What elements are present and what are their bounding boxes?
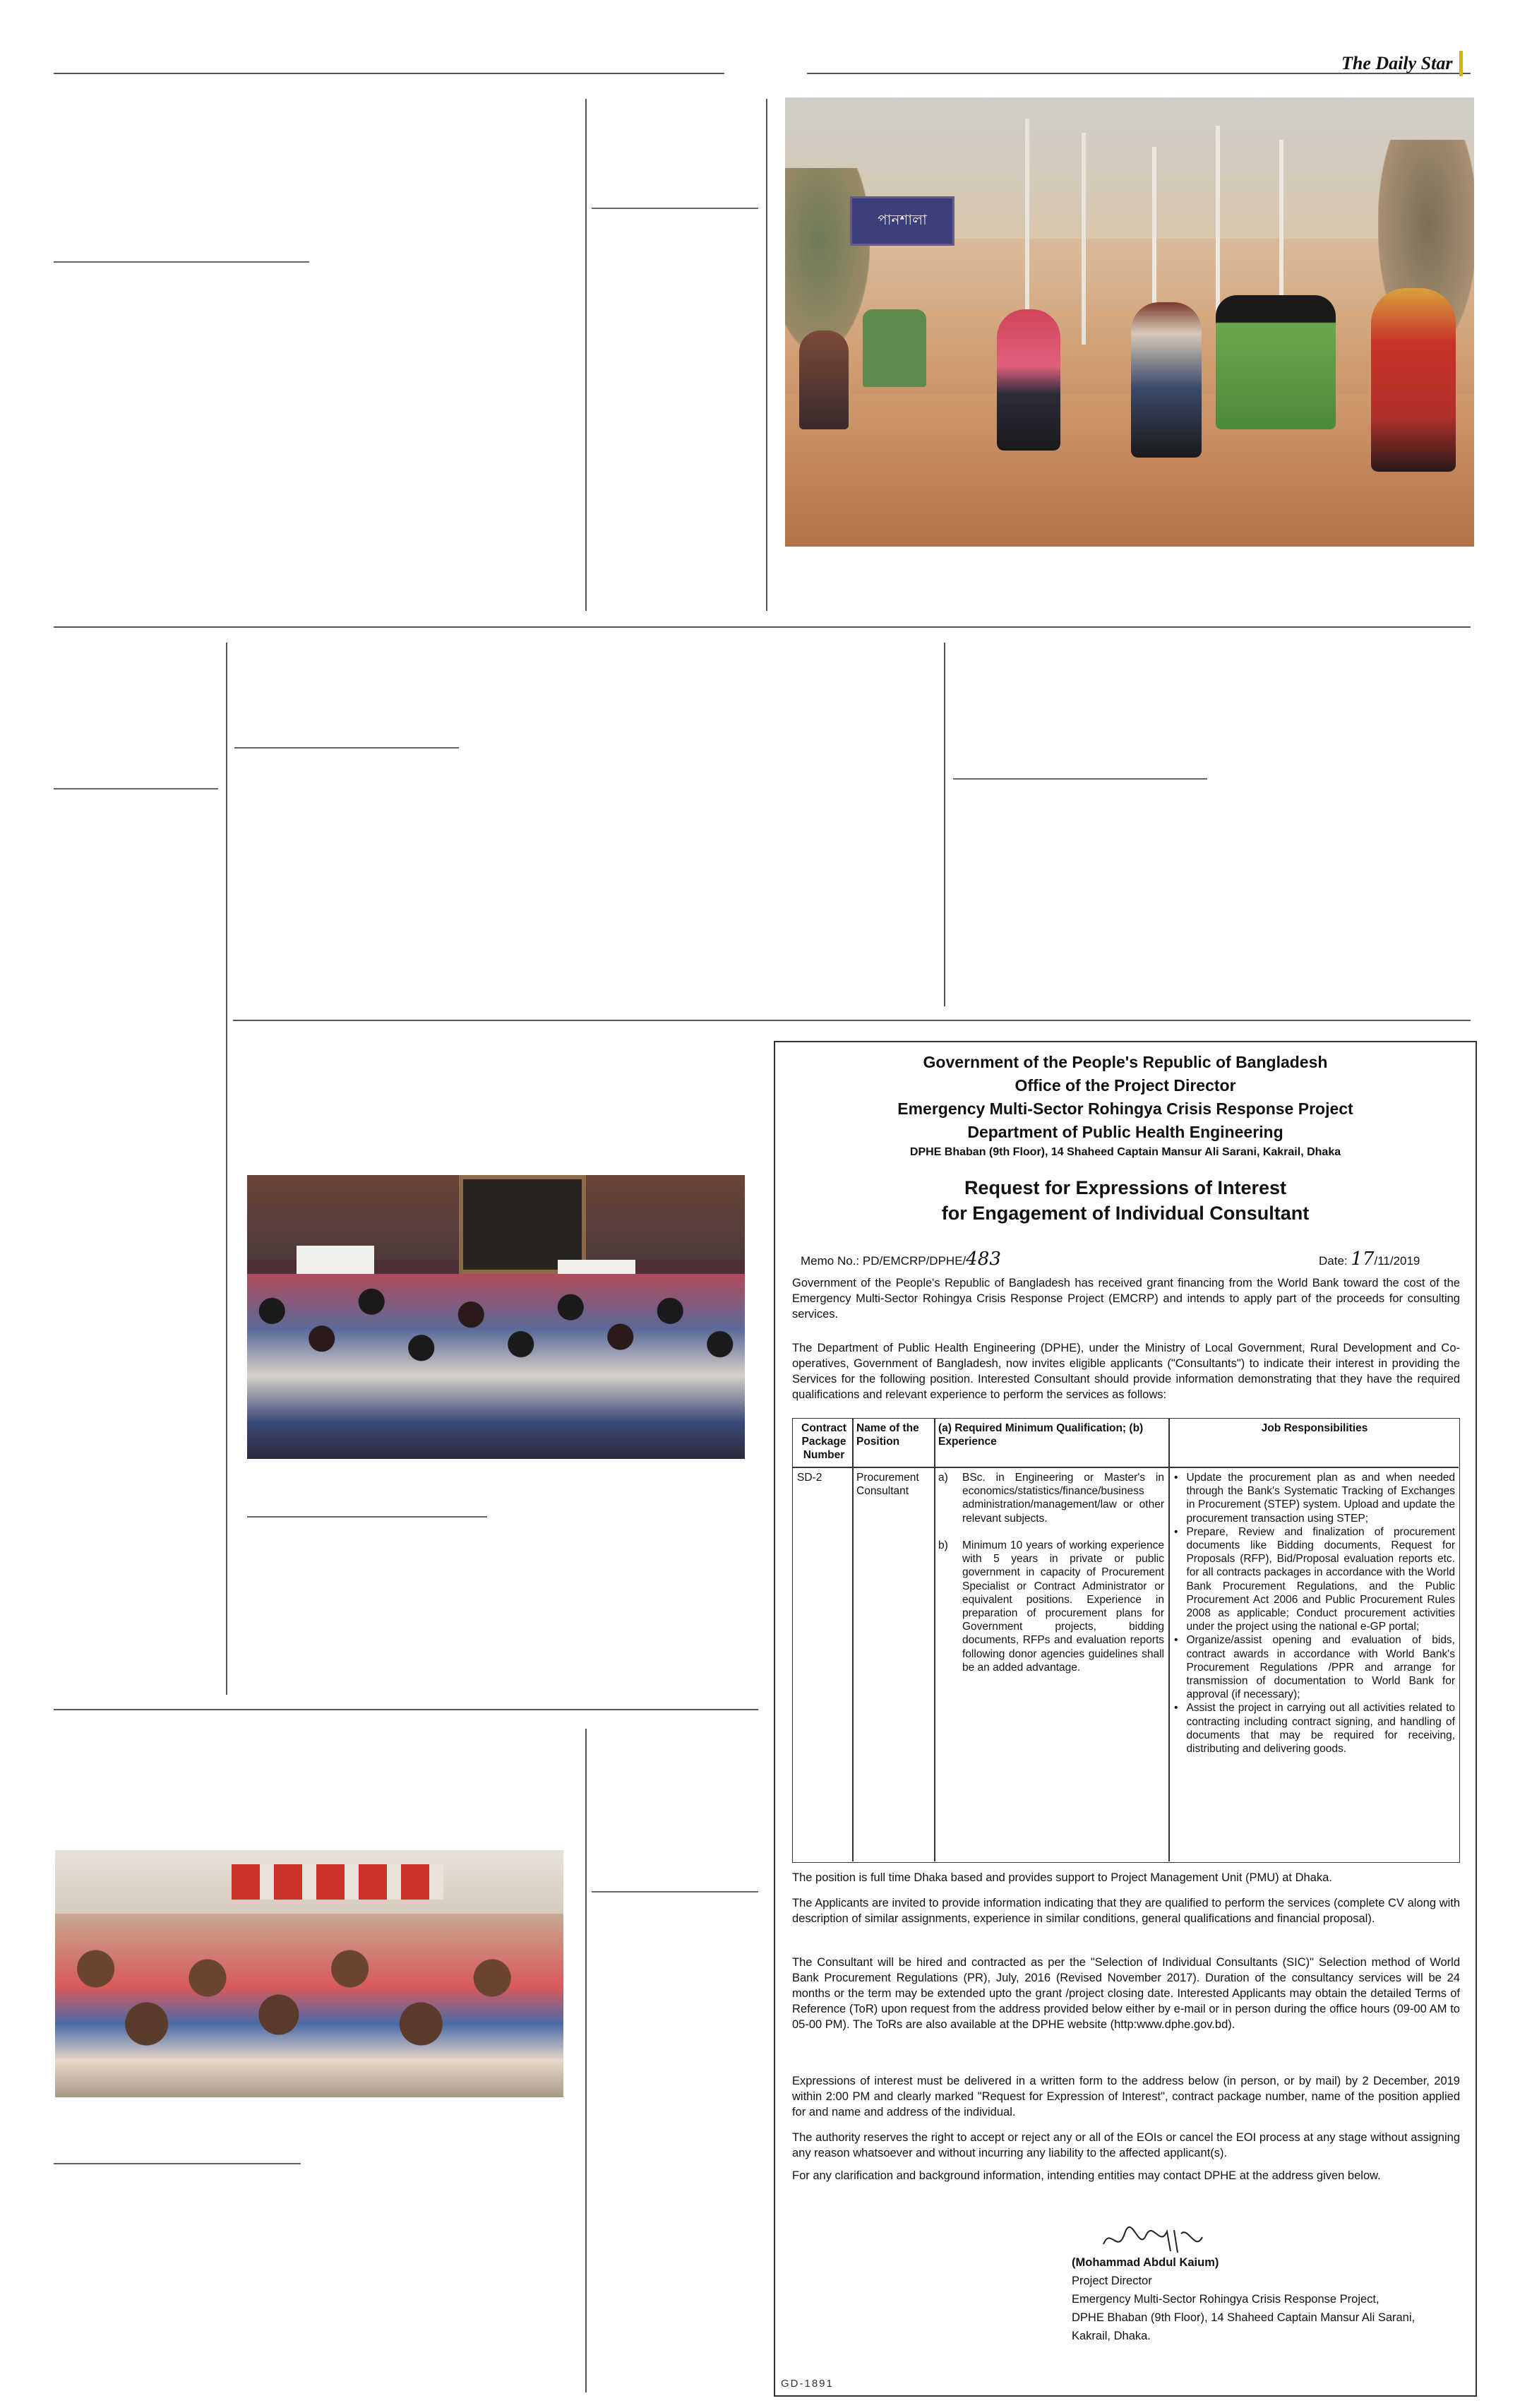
qual-b-marker: b)	[938, 1539, 948, 1551]
headline-rule	[54, 788, 218, 789]
signatory-address: Kakrail, Dhaka.	[1072, 2330, 1151, 2342]
dusty-road-photo	[785, 97, 1474, 547]
ad-header-line: Office of the Project Director	[1015, 1076, 1236, 1095]
caption-rule	[247, 1516, 487, 1518]
date-handwritten-day: 17	[1351, 1248, 1375, 1270]
date-rest: /11/2019	[1374, 1254, 1420, 1268]
memo-date	[1319, 1248, 1420, 1270]
eoi-advertisement	[774, 1041, 1477, 2397]
top-rule-left	[54, 73, 724, 74]
bullet-icon: •	[1174, 1472, 1178, 1484]
header-position: Name of the Position	[856, 1422, 919, 1448]
memo-number	[801, 1248, 1001, 1270]
masthead-logo-text: The Daily Star	[1341, 53, 1453, 73]
memo-handwritten-number: 483	[966, 1248, 1001, 1270]
ad-title-line2: for Engagement of Individual Consultant	[941, 1203, 1310, 1224]
memo-label: Memo No.: PD/EMCRP/DPHE/	[801, 1254, 967, 1268]
ad-title-line1: Request for Expressions of Interest	[964, 1177, 1287, 1198]
column-divider	[766, 99, 767, 611]
billboard-text: পানশালা	[878, 210, 927, 228]
responsibility-item: Organize/assist opening and evaluation of bids, contract awards in accordance with World Bank's Procurement Regulations /PPR and arrange for transmission of documentation to World Bank for approval (if necessary);	[1186, 1634, 1455, 1701]
section-rule	[233, 1020, 1471, 1021]
ad-paragraph: The Applicants are invited to provide information indicating that they are qualified to perform the services (complete CV along with description of similar assignments, experience in similar conditions, general qualifications and financial proposal).	[792, 1897, 1460, 1925]
ad-header-line: Department of Public Health Engineering	[967, 1123, 1283, 1141]
responsibility-item: Update the procurement plan as and when needed through the Bank's Systematic Tracking of Exchanges in Procurement (STEP) system. Upload and update the procurement transaction using STEP;	[1186, 1472, 1455, 1525]
ad-address: DPHE Bhaban (9th Floor), 14 Shaheed Captain Mansur Ali Sarani, Kakrail, Dhaka	[909, 1146, 1341, 1158]
signatory-project: Emergency Multi-Sector Rohingya Crisis Response Project,	[1072, 2293, 1380, 2306]
cell-position: Procurement Consultant	[856, 1472, 919, 1498]
bullet-icon: •	[1174, 1634, 1178, 1647]
gd-code: GD-1891	[781, 2378, 834, 2390]
cell-package: SD-2	[797, 1472, 822, 1484]
children-classroom-photo	[55, 1850, 563, 2097]
qual-a-text: BSc. in Engineering or Master's in economics/statistics/finance/business administration/management/law or other relevant subjects.	[962, 1472, 1164, 1525]
masthead	[1341, 51, 1463, 76]
headline-rule	[953, 778, 1207, 780]
column-divider	[585, 1729, 587, 2392]
signatory-name: (Mohammad Abdul Kaium)	[1072, 2256, 1219, 2269]
header-qualification: (a) Required Minimum Qualification; (b) Experience	[938, 1422, 1144, 1448]
date-label: Date:	[1319, 1254, 1348, 1268]
ad-paragraph: The Department of Public Health Engineering (DPHE), under the Ministry of Local Government, Rural Development and Co-operatives, Government of Bangladesh, now invites eligible applicants ("Consultants") to indicate their interest in providing the Services for the following position. Interested Consultant should provide information demonstrating that they have the required qualifications and relevant experience to perform the services as follows:	[792, 1342, 1460, 1401]
column-divider	[226, 643, 227, 1695]
signatory-title: Project Director	[1072, 2275, 1152, 2287]
headline-rule	[592, 1891, 758, 1893]
responsibility-item: Prepare, Review and finalization of procurement documents like Bidding documents, Request for Proposals (RFP), Bid/Proposal evaluation reports etc. for all contracts packages in accordance with the World Bank Procurement Regulations, and the Public Procurement Act 2006 and Public Procurement Rules 2008 as applicable; Conduct procurement activities under the project using the national e-GP portal;	[1186, 1525, 1455, 1633]
signature-block	[1072, 2253, 1415, 2345]
masthead-accent-bar	[1459, 51, 1463, 76]
ad-paragraph: Government of the People's Republic of Bangladesh has received grant financing from the World Bank toward the cost of the Emergency Multi-Sector Rohingya Crisis Response Project (EMCRP) and intends to apply part of the proceeds for consulting services.	[792, 1277, 1460, 1321]
headline-rule	[54, 261, 309, 263]
column-divider	[944, 643, 945, 1006]
ad-paragraph: The position is full time Dhaka based and provides support to Project Management Unit (PMU) at Dhaka.	[792, 1871, 1332, 1884]
column-divider	[585, 99, 587, 611]
signatory-address: DPHE Bhaban (9th Floor), 14 Shaheed Captain Mansur Ali Sarani,	[1072, 2311, 1416, 2324]
header-package: Contract Package Number	[801, 1422, 846, 1461]
positions-table	[792, 1418, 1460, 1863]
bullet-icon: •	[1174, 1525, 1178, 1538]
billboard	[850, 196, 954, 246]
ad-header-line: Government of the People's Republic of Bangladesh	[923, 1053, 1328, 1071]
header-responsibilities: Job Responsibilities	[1261, 1422, 1368, 1434]
caption-rule	[54, 2163, 301, 2164]
bullet-icon: •	[1174, 1702, 1178, 1715]
headline-rule	[234, 747, 459, 749]
headline-rule	[592, 208, 758, 209]
ad-paragraph: The authority reserves the right to accept or reject any or all of the EOIs or cancel the EOI process at any stage without assigning any reason whatsoever and without incurring any liability to the affected applicant(s).	[792, 2131, 1460, 2159]
ad-header-line: Emergency Multi-Sector Rohingya Crisis Response Project	[897, 1099, 1353, 1118]
responsibility-item: Assist the project in carrying out all activities related to contracting including contract signing, and handling of documents that may be required for receiving, distributing and delivering goods.	[1186, 1702, 1455, 1756]
responsibilities-list	[1174, 1471, 1455, 1756]
section-rule	[54, 1709, 758, 1710]
crowd-photo	[247, 1175, 745, 1459]
ad-paragraph: The Consultant will be hired and contracted as per the "Selection of Individual Consultants (SIC)" Selection method of World Bank Procurement Regulations (PR), July, 2016 (Revised November 2017). Duration of the consultancy services will be 24 months or the term may be extended upto the grant /project closing date. Interested Applicants may obtain the detailed Terms of Reference (ToR) upon request from the address provided below either by e-mail or in person during the office hours (09-00 AM to 05-00 PM). The ToRs are also available at the DPHE website (http:www.dphe.gov.bd).	[792, 1956, 1460, 2031]
ad-paragraph: For any clarification and background information, intending entities may contact DPHE at the address given below.	[792, 2169, 1381, 2182]
ad-paragraph: Expressions of interest must be delivered in a written form to the address below (in person, or by mail) by 2 December, 2019 within 2:00 PM and clearly marked "Request for Expression of Interest", contract package number, name of the position applied for and name and address of the individual.	[792, 2075, 1460, 2118]
qual-a-marker: a)	[938, 1472, 948, 1484]
qual-b-text: Minimum 10 years of working experience with 5 years in private or public government in capacity of Procurement Specialist or Contract Administrator or equivalent positions. Experience in preparation of procurement plans for Government projects, bidding documents, RFPs and evaluation reports following donor agencies guidelines shall be an added advantage.	[962, 1539, 1164, 1674]
section-rule	[54, 626, 1471, 628]
